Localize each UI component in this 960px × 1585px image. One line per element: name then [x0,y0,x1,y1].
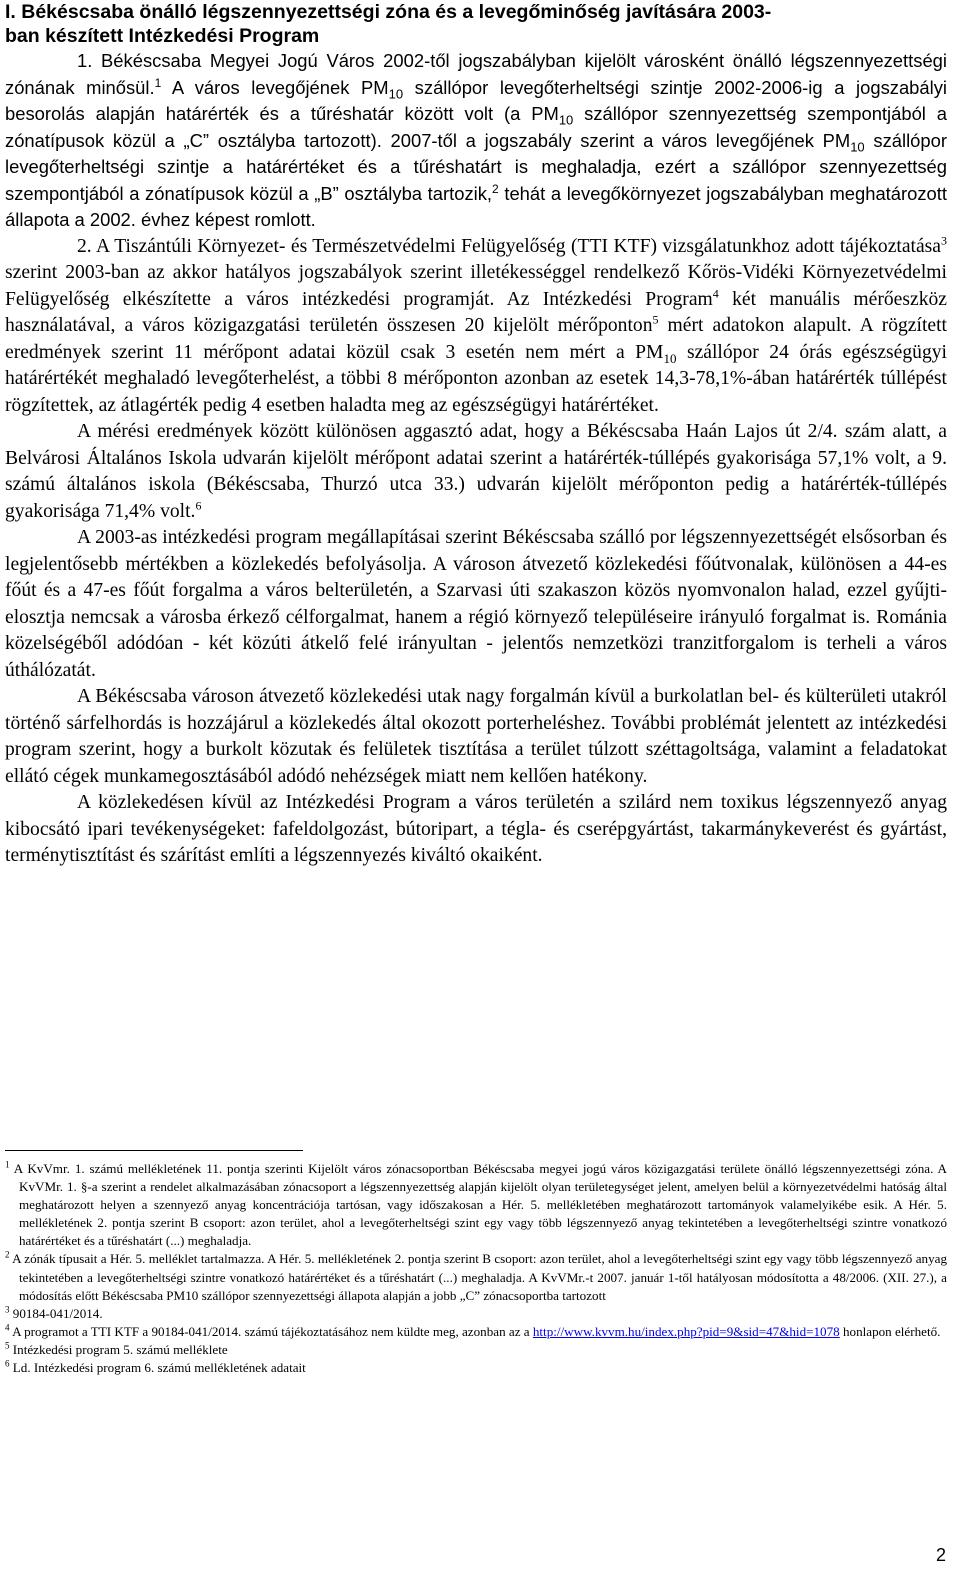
p2-text-e: szállópor 24 órás egészségügyi határértékét meghaladó levegőterhelést, a többi 8 mérőponton azonban az esetek 14,3-78,1%-ában határérték túllépést rögzítettek, az átlagérték pedig 4 esetben haladta meg az egészségügyi határértéket. [5,341,947,416]
footnote-3 [5,1305,947,1323]
footnote-4 [5,1323,947,1341]
p2-text-c: két manuális mérőeszköz használatával, a város közigazgatási területén összesen 20 kijelölt mérőponton [5,288,947,336]
footnote-number: 5 [5,1340,10,1351]
footnote-link[interactable]: http://www.kvvm.hu/index.php?pid=9&sid=47&hid=1078 [532,1323,840,1339]
paragraph-1 [5,48,947,234]
section-heading [5,0,947,48]
footnote-5 [5,1341,947,1359]
p1-text-c: szállópor levegőterheltségi szintje 2002-2006-ig a jogszabályi besorolás alapján határérték és a tűréshatár között volt (a PM [5,76,948,124]
paragraph-6: A közlekedésen kívül az Intézkedési Program a város területén a szilárd nem toxikus légszennyező anyag kibocsátó ipari tevékenységeket: fafeldolgozást, bútoripart, a tégla- és cserépgyártást, takarmánykeverést és gyártást, terménytisztítást és szárítást említi a légszennyezés kiváltó okaiként. [5,792,947,866]
footnote-number: 6 [5,1358,10,1369]
p2-text-a: 2. A Tiszántúli Környezet- és Természetvédelmi Felügyelőség (TTI KTF) vizsgálatunkhoz adott tájékoztatása [77,235,941,257]
footnote-ref-3[interactable]: 3 [941,232,947,247]
footnote-ref-5[interactable]: 5 [652,312,659,327]
footnote-separator [5,1150,303,1151]
footnote-number: 4 [5,1322,10,1333]
p2-text-b: szerint 2003-ban az akkor hatályos jogszabályok szerint illetékességgel rendelkező Kőrös-Vidéki Környezetvédelmi Felügyelőség elkészítette a város intézkedési programját. Az Intézkedési Program [5,262,947,310]
footnote-text-after: honlapon elérhető. [839,1323,941,1339]
paragraph-2 [5,234,947,420]
footnotes [5,1160,947,1377]
p1-text-e: szállópor levegőterheltségi szintje a határértéket és a tűréshatárt is meghaladja, ezért a szállópor szennyezettség szempontjából a zónatípusok közül a „B” osztályba tartozik, [5,129,947,204]
p3-text: A mérési eredmények között különösen aggasztó adat, hogy a Békéscsaba Haán Lajos út 2/4. szám alatt, a Belvárosi Általános Iskola udvarán kijelölt mérőpont adatai szerint a határérték-túllépés gyakorisága 57,1% volt, a 9. számú általános iskola (Békéscsaba, Thurzó utca 33.) udvarán kijelölt mérőponton pedig a határérték-túllépés gyakorisága 71,4% volt. [5,421,947,522]
footnote-number: 3 [5,1304,10,1315]
footnote-text: A zónák típusait a Hér. 5. melléklet tartalmazza. A Hér. 5. mellékletének 2. pontja szerint B csoport: azon terület, ahol a levegőterheltségi szint egy vagy több légszennyező anyag tekintetében a levegőterheltségi szintre vonatkozó határértéket és a tűréshatárt (...) meghaladja. A KvVMr.-t 2007. január 1-től hatályosan módosította a 48/2006. (XII. 27.), a módosítás előtt Békéscsaba PM10 szállópor szennyezettségi állapota alapján a jobb „C” zónacsoportba tartozott [12,1251,947,1303]
footnote-ref-4[interactable]: 4 [712,285,719,300]
paragraph-5: A Békéscsaba városon átvezető közlekedési utak nagy forgalmán kívül a burkolatlan bel- és külterületi utakról történő sárfelhordás is hozzájárul a közlekedés által okozott porterheléshez. További problémát jelentett az intézkedési program szerint, hogy a burkolt közutak és felületek tisztítása a terület túlzott széttagoltsága, valamint a feladatokat ellátó cégek munkamegosztásából adódó nehézségek miatt nem kellően hatékony. [5,686,947,787]
pm-subscript: 10 [558,112,574,128]
paragraph-4: A 2003-as intézkedési program megállapításai szerint Békéscsaba szálló por légszennyezettségét elsősorban és legjelentősebb mértékben a közlekedés befolyásolja. A városon átvezető közlekedési főútvonalak, különösen a 44-es főút és a 47-es főút forgalma a város belterületén, a Szarvasi úti szakaszon közös nyomvonalon halad, ezzel gyűjti-elosztja nemcsak a városba érkező célforgalmat, hanem a régió környező településeire irányuló forgalmat is. Románia közelségéből adódóan - két közúti átkelő felé irányultan - jelentős nemzetközi tranzitforgalom is terheli a város úthálózatát. [5,527,947,681]
footnote-number: 2 [5,1250,10,1261]
pm-subscript: 10 [388,86,404,102]
footnote-text: Intézkedési program 5. számú melléklete [12,1341,228,1357]
pm-subscript: 10 [850,139,865,155]
heading-line-2: ban készített Intézkedési Program [5,25,320,47]
footnote-ref-6[interactable]: 6 [195,497,202,512]
p1-text-a: 1. Békéscsaba Megyei Jogú Város 2002-től jogszabályban kijelölt városként önálló légszennyezettségi zónának minősül. [5,50,947,98]
p2-text-d: mért adatokon alapult. A rögzített eredmények szerint 11 mérőpont adatai közül csak 3 esetén nem mért a PM [5,315,947,363]
footnote-text: A KvVmr. 1. számú mellékletének 11. pontja szerinti Kijelölt város zónacsoportban Békéscsaba megyei jogú város közigazgatási területe önálló légszennyezettségi zóna. A KvVMr. 1. §-a szerint a rendelet alkalmazásában zónacsoport a légszennyezettség alapján kijelölt olyan területegységet jelent, amelyen belül a környezetvédelmi hatóság által meghatározott helyen a szennyező anyag koncentrációja tartósan, vagy időszakosan a Hér. 5. mellékletében meghatározott tartományok valamelyikébe esik. A Hér. 5. mellékletének 2. pontja szerint B csoport: azon terület, ahol a levegőterheltségi szint egy vagy több légszennyező anyag tekintetében a levegőterheltségi szintre vonatkozó határértéket és a tűréshatárt (...) meghaladja. [13,1161,947,1249]
footnote-text: Ld. Intézkedési program 6. számú mellékletének adatait [12,1360,306,1376]
footnote-1 [5,1160,947,1250]
page-number: 2 [935,1545,946,1565]
heading-line-1: I. Békéscsaba önálló légszennyezettségi zóna és a levegőminőség javítására 2003- [5,1,772,23]
footnote-2 [5,1250,947,1304]
p1-text-f: tehát a levegőkörnyezet jogszabályban meghatározott állapota a 2002. évhez képest romlott. [5,182,948,230]
paragraph-3 [5,419,947,525]
p1-text-d: szállópor szennyezettség szempontjából a zónatípusok közül a „C” osztályba tartozott). 2007-től a jogszabály szerint a város levegőjének PM [5,103,947,151]
footnote-ref-2[interactable]: 2 [492,181,499,196]
footnote-ref-1[interactable]: 1 [154,75,162,90]
footnote-text: A programot a TTI KTF a 90184-041/2014. számú tájékoztatásához nem küldte meg, azonban az a [12,1323,533,1339]
main-text [5,0,947,870]
footnote-text: 90184-041/2014. [12,1305,103,1321]
footnote-6 [5,1359,947,1377]
pm-subscript: 10 [663,350,677,366]
p1-text-b: A város levegőjének PM [161,76,389,98]
footnote-number: 1 [5,1159,10,1170]
